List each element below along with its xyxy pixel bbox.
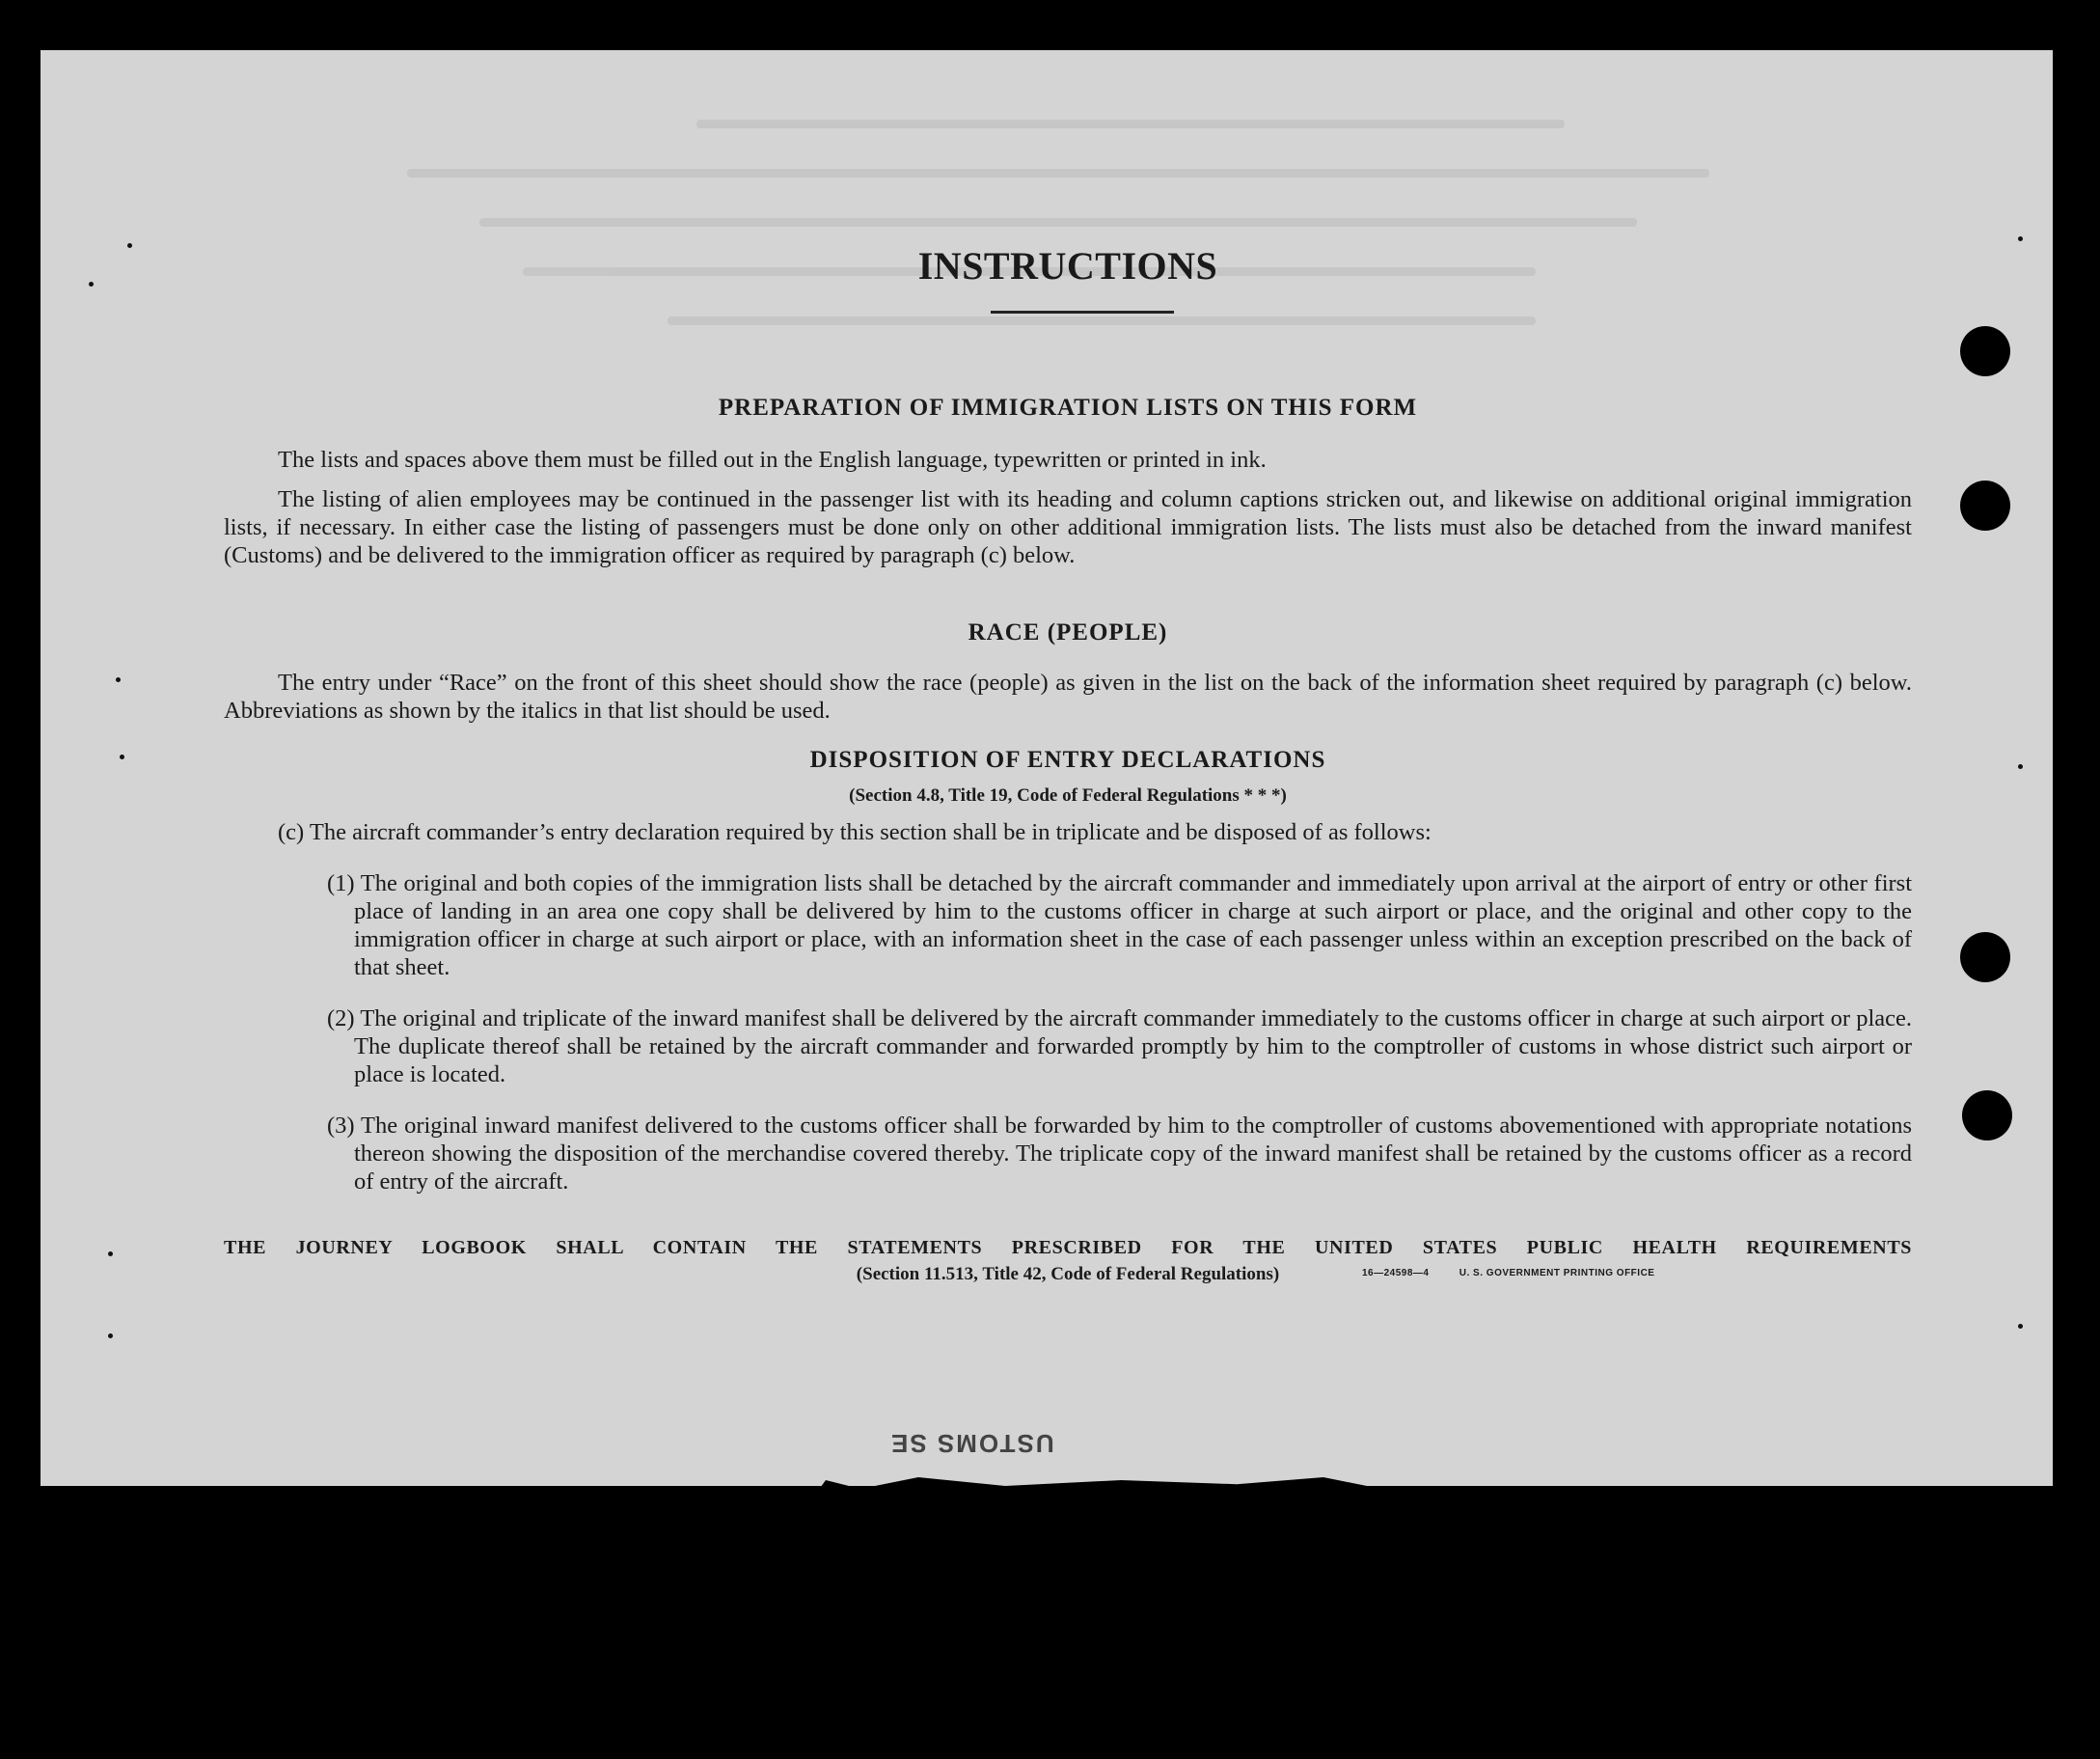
torn-edge [803, 1454, 1381, 1486]
race-heading: RACE (PEOPLE) [968, 619, 1168, 646]
margin-speck [2018, 1324, 2023, 1329]
margin-speck [127, 243, 132, 248]
disposition-paragraph-c: (c) The aircraft commander’s entry declaration required by this section shall be in triplicate and be disposed of as follows: [278, 819, 1432, 845]
margin-speck [108, 1333, 113, 1338]
margin-speck [120, 755, 124, 759]
punch-hole [1960, 481, 2010, 531]
printer-imprint [1362, 1268, 1681, 1278]
punch-hole [1960, 932, 2010, 982]
document-sheet [41, 50, 2053, 1486]
disposition-item-1: (1) The original and both copies of the immigration lists shall be detached by the aircraft commander and immediately upon arrival at the airport of entry or other first place of landing in an area one copy shall be delivered by him to the customs officer in charge at such airport or place, and the original and other copy to the immigration officer in charge at such airport or place, with an information sheet in the case of each passenger unless within an exception prescribed on the back of that sheet. [327, 870, 1912, 980]
bleed-through-shadow [407, 79, 1854, 349]
preparation-paragraph-1: The lists and spaces above them must be filled out in the English language, typewritten or printed in ink. [278, 447, 1267, 473]
printing-office: U. S. GOVERNMENT PRINTING OFFICE [1459, 1268, 1655, 1278]
margin-speck [89, 282, 94, 287]
form-number: 16—24598—4 [1362, 1268, 1430, 1278]
disposition-reference: (Section 4.8, Title 19, Code of Federal Regulations * * *) [849, 785, 1287, 806]
margin-speck [2018, 236, 2023, 241]
punch-hole [1960, 326, 2010, 376]
disposition-item-3: (3) The original inward manifest delivered to the customs officer shall be forwarded by him to the comptroller of customs abovementioned with appropriate notations thereon showing the disposition of the merchandise covered thereby. The triplicate copy of the inward manifest shall be retained by the customs officer as a record of entry of the aircraft. [327, 1113, 1912, 1195]
show-through-text: USTOMS SE [889, 1429, 1054, 1458]
margin-speck [2018, 764, 2023, 769]
margin-speck [108, 1251, 113, 1256]
punch-hole [1962, 1090, 2012, 1141]
page-title: INSTRUCTIONS [917, 244, 1218, 288]
preparation-paragraph-2: The listing of alien employees may be continued in the passenger list with its heading and column captions stricken out, and likewise on additional original immigration lists, if necessary. In either case the listing of passengers must be done only on other additional immigration lists. The lists must also be detached from the inward manifest (Customs) and be delivered to the immigration officer as required by paragraph (c) below. [224, 486, 1912, 568]
logbook-reference: (Section 11.513, Title 42, Code of Federal Regulations) [856, 1264, 1280, 1284]
margin-speck [116, 677, 121, 682]
logbook-heading: THE JOURNEY LOGBOOK SHALL CONTAIN THE STATEMENTS PRESCRIBED FOR THE UNITED STATES PUBLIC HEALTH REQUIREMENTS [224, 1237, 1912, 1258]
title-underline [991, 311, 1174, 314]
race-paragraph: The entry under “Race” on the front of this sheet should show the race (people) as given in the list on the back of the information sheet required by paragraph (c) below. Abbreviations as shown by the italics in that list should be used. [224, 670, 1912, 724]
disposition-heading: DISPOSITION OF ENTRY DECLARATIONS [809, 747, 1326, 773]
preparation-heading: PREPARATION OF IMMIGRATION LISTS ON THIS FORM [718, 395, 1418, 421]
disposition-item-2: (2) The original and triplicate of the inward manifest shall be delivered by the aircraft commander immediately to the customs officer in charge at such airport or place. The duplicate thereof shall be retained by the aircraft commander and forwarded promptly by him to the comptroller of customs in whose district such airport or place is located. [327, 1005, 1912, 1087]
